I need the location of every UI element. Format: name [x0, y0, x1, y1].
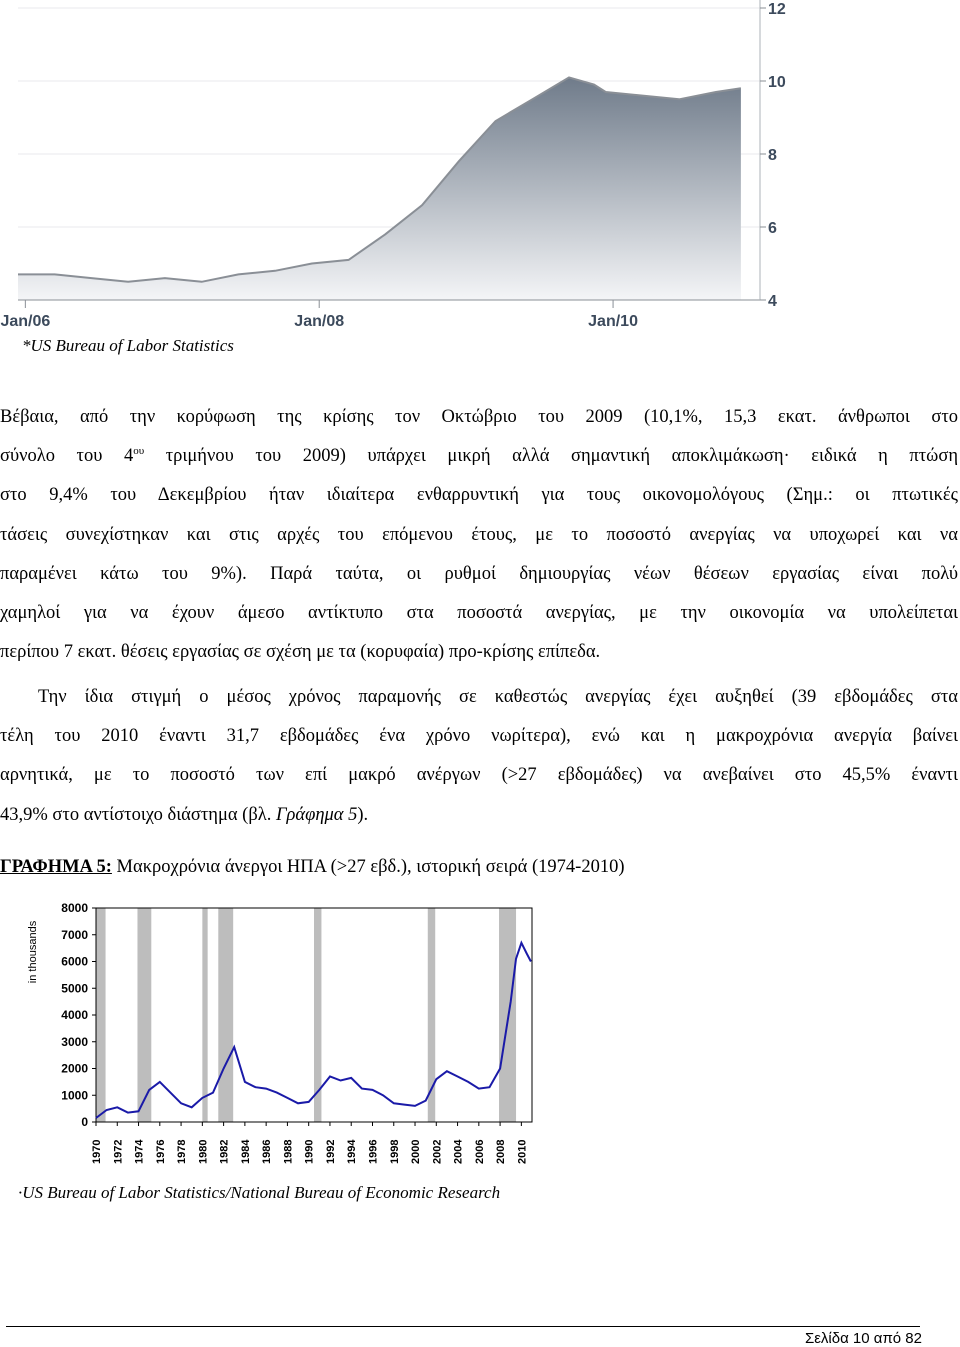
y-tick-label: 8: [768, 147, 777, 164]
paragraph-2-line-3: αρνητικά, με το ποσοστό των επί μακρό ανέργων (>27 εβδομάδες) να ανεβαίνει στο 45,5% έναντι: [0, 765, 958, 786]
x-tick-label: 1974: [133, 1139, 146, 1164]
paragraph-1: [0, 398, 958, 672]
paragraph-1-line-5: παραμένει κάτω του 9%). Παρά ταύτα, οι ρυθμοί δημιουργίας νέων θέσεων εργασίας είναι πολύ: [0, 563, 958, 584]
x-tick-label: 1970: [91, 1139, 103, 1164]
y-tick-label: 10: [768, 74, 786, 91]
y-tick-label: 12: [768, 1, 786, 18]
long-term-unemployed-chart: [14, 896, 534, 1174]
x-tick-label: 1982: [218, 1139, 231, 1164]
x-tick-label: 1976: [154, 1139, 167, 1164]
paragraph-2-line-2: τέλη του 2010 έναντι 31,7 εβδομάδες ένα χρόνο νωρίτερα), ενώ και η μακροχρόνια ανεργία βαίνει: [0, 726, 958, 747]
y-tick-label: 4000: [61, 1008, 88, 1022]
x-tick-label: Jan/08: [294, 313, 345, 330]
x-tick-label: 1988: [282, 1139, 295, 1164]
y-tick-label: 4: [768, 293, 777, 310]
paragraph-2-line-4: 43,9% στο αντίστοιχο διάστημα (βλ. Γράφημα 5).: [0, 804, 369, 825]
x-tick-label: 1990: [303, 1139, 316, 1164]
x-tick-label: 1972: [112, 1139, 125, 1164]
paragraph-1-line-4: τάσεις συνεχίστηκαν και στις αρχές του επόμενου έτους, με το ποσοστό ανεργίας να υποχωρεί και να: [0, 524, 958, 545]
recession-band: [499, 908, 516, 1122]
chart2-source: ·US Bureau of Labor Statistics/National Bureau of Economic Research: [18, 1183, 501, 1202]
footer-rule: [6, 1326, 920, 1327]
recession-band: [202, 908, 207, 1122]
x-tick-label: Jan/06: [0, 313, 51, 330]
paragraph-1-line-6: χαμηλοί για να έχουν άμεσο αντίκτυπο στα ποσοστά ανεργίας, με την οικονομία να υπολείπεται: [0, 602, 958, 623]
chart-heading-label: ΓΡΑΦΗΜΑ 5:: [0, 857, 112, 877]
y-tick-label: 5000: [61, 981, 88, 996]
page-number: Σελίδα 10 από 82: [804, 1330, 922, 1347]
y-tick-label: 7000: [61, 927, 88, 942]
long-term-unemployed-line: [96, 943, 531, 1118]
y-tick-label: 3000: [61, 1034, 88, 1049]
paragraph-1-line-1: Βέβαια, από την κορύφωση της κρίσης τον Οκτώβριο του 2009 (10,1%, 15,3 εκατ. άνθρωποι στο: [0, 407, 958, 427]
chart1-source: *US Bureau of Labor Statistics: [22, 336, 234, 355]
x-tick-label: 1996: [367, 1139, 380, 1164]
chart-heading: [0, 857, 624, 878]
x-tick-label: 1992: [324, 1139, 337, 1164]
paragraph-1-line-7: περίπου 7 εκατ. θέσεις εργασίας σε σχέση με τα (κορυφαία) προ-κρίσης επίπεδα.: [0, 642, 601, 663]
x-tick-label: 2004: [452, 1139, 465, 1164]
paragraph-1-line-3: στο 9,4% του Δεκεμβρίου ήταν ιδιαίτερα ενθαρρυντική για τους οικονομολόγους (Σημ.: οι πτωτικές: [0, 485, 958, 506]
y-tick-label: 6000: [61, 954, 88, 969]
y-tick-label: 2000: [61, 1061, 88, 1076]
x-tick-label: 2010: [516, 1139, 529, 1164]
paragraph-2: [0, 678, 958, 835]
y-tick-label: 8000: [61, 901, 88, 915]
unemployment-rate-chart: [0, 0, 794, 332]
x-tick-label: 1980: [197, 1139, 210, 1164]
x-tick-label: 1984: [239, 1139, 252, 1164]
paragraph-2-line-1: Την ίδια στιγμή ο μέσος χρόνος παραμονής σε καθεστώς ανεργίας έχει αυξηθεί (39 εβδομάδες στα: [38, 687, 958, 707]
x-tick-label: 2006: [473, 1139, 486, 1164]
y-tick-label: 1000: [61, 1088, 88, 1103]
paragraph-1-line-2: σύνολο του $4^{o\upsilon}$ τριμήνου του 2009) υπάρχει μικρή αλλά σημαντική αποκλιμάκωση· ειδικά η πτώση: [0, 445, 959, 467]
x-tick-label: 1994: [346, 1139, 359, 1164]
recession-band: [96, 908, 106, 1122]
x-tick-label: 2002: [431, 1139, 444, 1164]
y-tick-label: 0: [81, 1115, 88, 1129]
x-tick-label: 1978: [176, 1139, 189, 1164]
y-tick-label: 6: [768, 220, 777, 237]
x-tick-label: 2008: [495, 1139, 508, 1164]
recession-band: [218, 908, 233, 1122]
chart-heading-title: Μακροχρόνια άνεργοι ΗΠΑ (>27 εβδ.), ιστορική σειρά (1974-2010): [111, 857, 625, 877]
superscript: ου: [133, 445, 145, 458]
x-tick-label: 1986: [261, 1139, 274, 1164]
x-tick-label: 1998: [388, 1139, 401, 1164]
x-tick-label: Jan/10: [588, 313, 638, 330]
y-axis-label: in thousands: [27, 920, 39, 984]
x-tick-label: 2000: [410, 1139, 423, 1164]
